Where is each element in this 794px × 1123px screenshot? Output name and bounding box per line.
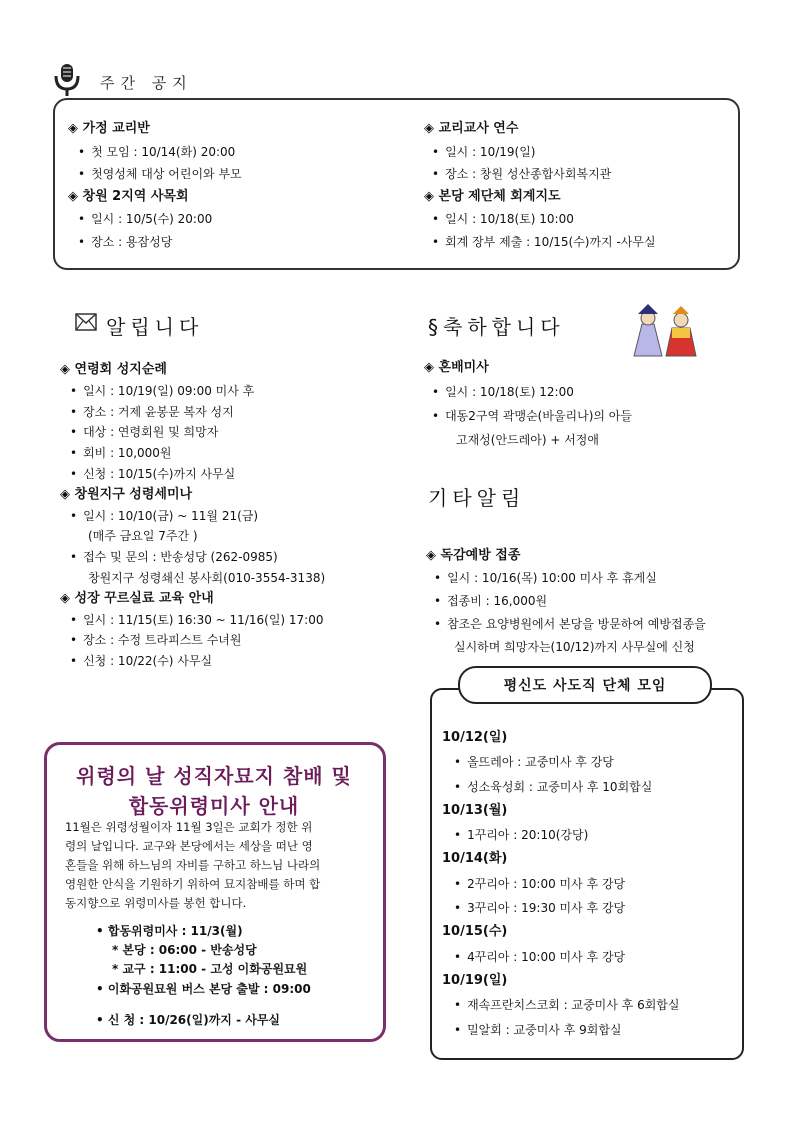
date-heading: 10/12(일) xyxy=(442,730,508,745)
date-heading: 10/15(수) xyxy=(442,924,508,940)
list-item: • 일시 : 10/5(수) 20:00 xyxy=(68,208,398,231)
announce-list xyxy=(60,360,400,672)
list-item: • 장소 : 창원 성산종합사회복지관 xyxy=(424,163,734,186)
list-item: • 일시 : 10/18(토) 12:00 xyxy=(424,380,764,404)
other-list xyxy=(426,544,766,659)
other-title: 기타알림 xyxy=(428,486,526,510)
date-heading: 10/13(월) xyxy=(442,802,508,818)
list-item-continuation: 고재성(안드레아) + 서정애 xyxy=(456,433,599,447)
list-item-continuation: 창원지구 성령쇄신 봉사회(010-3554-3138) xyxy=(88,570,326,585)
list-item: • 신청 : 10/15(수)까지 사무실 xyxy=(60,464,400,485)
section-heading: ◈ 연령회 성지순례 xyxy=(60,362,167,377)
wedding-couple-icon xyxy=(628,302,698,358)
weekly-title: 주간 공지 xyxy=(100,74,193,92)
date-heading: 10/14(화) xyxy=(442,851,508,867)
groups-list xyxy=(442,726,732,1042)
list-item: • 참조은 요양병원에서 본당을 방문하여 예방접종을 xyxy=(426,613,766,636)
list-item: • 일시 : 10/10(금) ~ 11월 21(금) xyxy=(60,506,400,527)
list-item: • 대동2구역 곽맹순(바울리나)의 아들 xyxy=(424,404,764,428)
list-item: • 올뜨레아 : 교중미사 후 강당 xyxy=(442,750,732,774)
section-heading: ◈ 성장 꾸르실료 교육 안내 xyxy=(60,590,214,606)
memorial-body-line: 11월은 위령성월이자 11월 3일은 교회가 정한 위 xyxy=(65,820,313,834)
congrats-title: §축하합니다 xyxy=(428,315,565,339)
weekly-left-col xyxy=(68,118,398,253)
section-heading: ◈ 가정 교리반 xyxy=(68,121,150,136)
list-item: • 일시 : 10/18(토) 10:00 xyxy=(424,208,734,231)
section-heading: ◈ 혼배미사 xyxy=(424,360,489,375)
list-item: • 첫영성체 대상 어린이와 부모 xyxy=(68,163,398,186)
memorial-item: • 이화공원묘원 버스 본당 출발 : 09:00 xyxy=(96,982,311,996)
memorial-item: • 신 청 : 10/26(일)까지 - 사무실 xyxy=(96,1013,281,1027)
list-item: • 일시 : 11/15(토) 16:30 ~ 11/16(일) 17:00 xyxy=(60,610,400,631)
list-item: • 일시 : 10/16(목) 10:00 미사 후 휴게실 xyxy=(426,567,766,590)
list-item-continuation: 실시하며 희망자는(10/12)까지 사무실에 신청 xyxy=(454,640,695,654)
memorial-body-line: 영원한 안식을 기원하기 위하여 묘지참배를 하며 합 xyxy=(65,877,321,891)
date-heading: 10/19(일) xyxy=(442,972,508,988)
list-item: • 1꾸리아 : 20:10(강당) xyxy=(442,823,732,847)
section-heading: ◈ 독감예방 접종 xyxy=(426,548,521,563)
groups-title-pill xyxy=(458,666,712,704)
list-item: • 일시 : 10/19(일) xyxy=(424,141,734,164)
list-item-continuation: (매주 금요일 7주간 ) xyxy=(88,529,198,544)
memorial-body-line: 령의 날입니다. 교구와 본당에서는 세상을 떠난 영 xyxy=(65,839,313,853)
list-item: • 접수 및 문의 : 반송성당 (262-0985) xyxy=(60,547,400,568)
list-item: • 3꾸리아 : 19:30 미사 후 강당 xyxy=(442,896,732,920)
list-item: • 회비 : 10,000원 xyxy=(60,443,400,464)
list-item: • 장소 : 용잠성당 xyxy=(68,231,398,254)
envelope-icon xyxy=(75,313,97,331)
list-item: • 장소 : 수정 트라피스트 수녀원 xyxy=(60,630,400,651)
list-item: • 회계 장부 제출 : 10/15(수)까지 -사무실 xyxy=(424,231,734,254)
list-item: • 대상 : 연령회원 및 희망자 xyxy=(60,422,400,443)
weekly-right-col xyxy=(424,118,734,253)
congrats-list xyxy=(424,356,764,452)
list-item: • 접종비 : 16,000원 xyxy=(426,590,766,613)
list-item: • 첫 모임 : 10/14(화) 20:00 xyxy=(68,141,398,164)
list-item: • 성소육성회 : 교중미사 후 10회합실 xyxy=(442,775,732,799)
announce-title: 알립니다 xyxy=(106,315,204,339)
section-heading: ◈ 교리교사 연수 xyxy=(424,121,519,136)
section-heading: ◈ 창원지구 성령세미나 xyxy=(60,486,193,502)
groups-title: 평신도 사도직 단체 모임 xyxy=(503,678,667,694)
section-heading: ◈ 본당 제단체 회계지도 xyxy=(424,188,561,204)
list-item: • 밀알회 : 교중미사 후 9회합실 xyxy=(442,1018,732,1042)
memorial-item: * 본당 : 06:00 - 반송성당 xyxy=(112,943,257,957)
list-item: • 4꾸리아 : 10:00 미사 후 강당 xyxy=(442,945,732,969)
memorial-title-line2: 합동위령미사 안내 xyxy=(128,794,300,818)
list-item: • 2꾸리아 : 10:00 미사 후 강당 xyxy=(442,872,732,896)
microphone-icon xyxy=(52,62,82,98)
memorial-body-line: 동지향으로 위령미사를 봉헌 합니다. xyxy=(65,896,247,910)
memorial-title-line1: 위령의 날 성직자묘지 참배 및 xyxy=(76,764,352,788)
list-item: • 신청 : 10/22(수) 사무실 xyxy=(60,651,400,672)
memorial-item: * 교구 : 11:00 - 고성 이화공원묘원 xyxy=(112,962,308,976)
list-item: • 재속프란치스코회 : 교중미사 후 6회합실 xyxy=(442,993,732,1017)
section-heading: ◈ 창원 2지역 사목회 xyxy=(68,188,189,204)
list-item: • 일시 : 10/19(일) 09:00 미사 후 xyxy=(60,381,400,402)
memorial-body-line: 혼들을 위해 하느님의 자비를 구하고 하느님 나라의 xyxy=(65,858,321,872)
memorial-body xyxy=(65,818,370,913)
memorial-item: • 합동위령미사 : 11/3(월) xyxy=(96,924,243,938)
list-item: • 장소 : 거제 윤봉문 복자 성지 xyxy=(60,402,400,423)
